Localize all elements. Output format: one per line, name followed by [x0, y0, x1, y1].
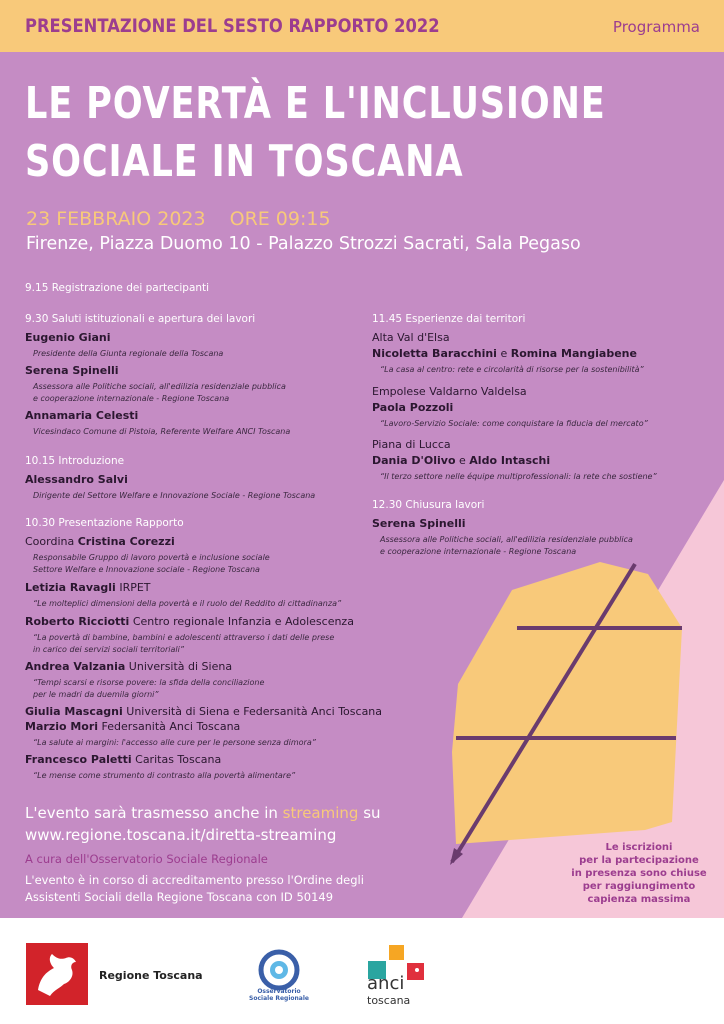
- curated-by: A cura dell'Osservatorio Sociale Regionale: [25, 852, 268, 866]
- footer-logos: [0, 918, 724, 1024]
- speaker-name: Paola Pozzoli: [372, 401, 454, 414]
- talk-title: “La casa al centro: rete e circolarità di risorse per la sostenibilità”: [380, 365, 644, 374]
- top-banner: [0, 0, 724, 52]
- regione-toscana-label: Regione Toscana: [99, 969, 203, 982]
- speaker-name: Letizia Ravagli IRPET: [25, 581, 151, 594]
- section-presentazione: 10.30 Presentazione Rapporto: [25, 517, 184, 529]
- talk-title: “Tempi scarsi e risorse povere: la sfida della conciliazione: [33, 678, 265, 687]
- speaker-name: Serena Spinelli: [372, 517, 466, 530]
- date-time: [26, 208, 331, 230]
- streaming-url[interactable]: www.regione.toscana.it/diretta-streaming: [25, 826, 337, 844]
- speaker-name: Eugenio Giani: [25, 331, 111, 344]
- talk-title: “Le molteplici dimensioni della povertà e il ruolo del Reddito di cittadinanza”: [33, 599, 342, 608]
- event-header: PRESENTAZIONE DEL SESTO RAPPORTO 2022: [25, 15, 440, 37]
- talk-title: in carico dei servizi sociali territoriali”: [33, 645, 185, 654]
- speaker-name: Marzio Mori Federsanità Anci Toscana: [25, 720, 241, 733]
- speaker-role: Vicesindaco Comune di Pistoia, Referente Welfare ANCI Toscana: [33, 427, 291, 436]
- speaker-role: Assessora alle Politiche sociali, all'edilizia residenziale pubblica: [33, 382, 286, 391]
- territory: Alta Val d'Elsa: [372, 331, 450, 344]
- regione-toscana-logo: [26, 943, 88, 1005]
- speaker-name: Alessandro Salvi: [25, 473, 128, 486]
- speaker-role: Dirigente del Settore Welfare e Innovazione Sociale - Regione Toscana: [33, 491, 316, 500]
- coordinator: Coordina Cristina Corezzi: [25, 535, 175, 548]
- anci-sublabel: toscana: [367, 994, 411, 1007]
- registration-closed-note: Le iscrizioni per la partecipazione in presenza sono chiuse per raggiungimento capienza massima: [571, 842, 707, 905]
- talk-title: “La salute ai margini: l'accesso alle cure per le persone senza dimora”: [33, 738, 316, 747]
- programma-label: Programma: [612, 18, 700, 36]
- speaker-name: Serena Spinelli: [25, 364, 119, 377]
- section-registration: 9.15 Registrazione dei partecipanti: [25, 282, 210, 294]
- event-venue: Firenze, Piazza Duomo 10 - Palazzo Strozzi Sacrati, Sala Pegaso: [26, 234, 581, 254]
- territory: Piana di Lucca: [372, 438, 451, 451]
- main-title-line1: LE POVERTÀ E L'INCLUSIONE: [25, 78, 606, 129]
- event-time: ORE 09:15: [229, 208, 331, 230]
- streaming-info: L'evento sarà trasmesso anche in streaming su www.regione.toscana.it/diretta-streaming: [25, 804, 381, 844]
- main-title-line2: SOCIALE IN TOSCANA: [25, 136, 464, 187]
- talk-title: “Il terzo settore nelle équipe multiprofessionali: la rete che sostiene”: [380, 472, 657, 481]
- kite-shape: [452, 562, 682, 844]
- speaker-role: Responsabile Gruppo di lavoro povertà e inclusione sociale: [33, 553, 270, 562]
- talk-title: “La povertà di bambine, bambini e adolescenti attraverso i dati delle prese: [33, 633, 335, 642]
- speaker-name: Francesco Paletti Caritas Toscana: [25, 753, 222, 766]
- speaker-role: Settore Welfare e Innovazione sociale - Regione Toscana: [33, 565, 260, 574]
- streaming-word: streaming: [282, 804, 359, 822]
- event-date: 23 FEBBRAIO 2023: [26, 208, 206, 230]
- speaker-role: Assessora alle Politiche sociali, all'edilizia residenziale pubblica: [380, 535, 633, 544]
- osservatorio-logo: [261, 952, 297, 988]
- osservatorio-label: Osservatorio Sociale Regionale: [249, 988, 309, 1002]
- talk-title: “Lavoro-Servizio Sociale: come conquistare la fiducia del mercato”: [380, 419, 648, 428]
- speaker-name: Dania D'Olivo e Aldo Intaschi: [372, 454, 551, 467]
- speaker-name: Annamaria Celesti: [25, 409, 139, 422]
- section-saluti: 9.30 Saluti istituzionali e apertura dei lavori: [25, 313, 256, 325]
- section-introduzione: 10.15 Introduzione: [25, 455, 125, 467]
- speaker-name: Giulia Mascagni Università di Siena e Federsanità Anci Toscana: [25, 705, 383, 718]
- accreditation-note: L'evento è in corso di accreditamento presso l'Ordine degli Assistenti Sociali della Regione Toscana con ID 50149: [25, 873, 364, 904]
- talk-title: “Le mense come strumento di contrasto alla povertà alimentare”: [33, 771, 296, 780]
- main-panel: [0, 52, 724, 918]
- speaker-name: Nicoletta Baracchini e Romina Mangiabene: [372, 347, 637, 360]
- section-esperienze: 11.45 Esperienze dai territori: [372, 313, 526, 325]
- talk-title: per le madri da duemila giorni”: [33, 690, 159, 699]
- speaker-role: e cooperazione internazionale - Regione Toscana: [33, 394, 230, 403]
- speaker-role: e cooperazione internazionale - Regione Toscana: [380, 547, 577, 556]
- speaker-name: Andrea Valzania Università di Siena: [25, 660, 233, 673]
- section-chiusura: 12.30 Chiusura lavori: [372, 499, 485, 511]
- anci-label: anci: [367, 973, 405, 994]
- speaker-role: Presidente della Giunta regionale della Toscana: [33, 349, 224, 358]
- speaker-name: Roberto Ricciotti Centro regionale Infanzia e Adolescenza: [25, 615, 354, 628]
- territory: Empolese Valdarno Valdelsa: [372, 385, 527, 398]
